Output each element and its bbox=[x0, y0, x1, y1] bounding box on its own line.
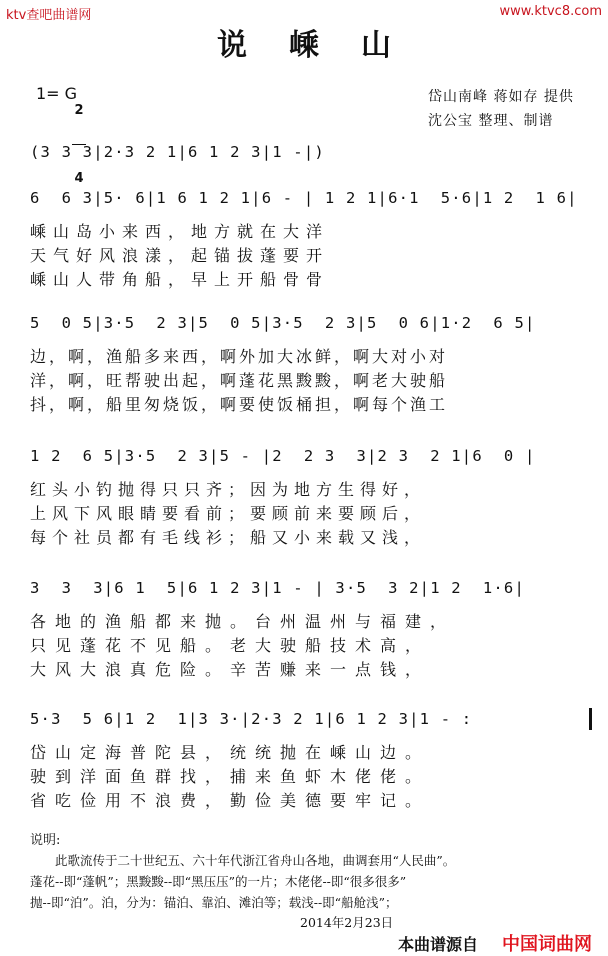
system-4-lyric-verse-3: 大风大浪真危险。辛苦赚来一点钱， bbox=[30, 660, 431, 679]
notes-label: 说明: bbox=[30, 833, 61, 848]
system-5-lyric-verse-2: 驶到洋面鱼群找，捕来鱼虾木佬佬。 bbox=[30, 767, 431, 786]
time-signature-bottom: 4 bbox=[74, 171, 84, 186]
system-2-notation: 5 0 5|3·5 2 3|5 0 5|3·5 2 3|5 0 6|1·2 6 5| bbox=[30, 314, 536, 332]
key-signature: 1= G bbox=[36, 84, 78, 103]
footer-site-logo[interactable]: 中国词曲网 bbox=[502, 934, 592, 955]
time-signature-top: 2 bbox=[74, 103, 84, 118]
date: 2014年2月23日 bbox=[300, 915, 394, 930]
time-signature bbox=[72, 78, 86, 198]
notes-line-3: 抛--即“泊”。泊，分为：锚泊、靠泊、滩泊等；载浅--即“船舱浅”； bbox=[30, 895, 398, 910]
notes-line-2: 蓬花--即“蓬帆”；黑黢黢--即“黑压压”的一片；木佬佬--即“很多很多” bbox=[30, 874, 407, 889]
intro-notation: (3 3 3|2·3 2 1|6 1 2 3|1 -|) bbox=[30, 143, 325, 161]
system-5-lyric-verse-3: 省吃俭用不浪费，勤俭美德要牢记。 bbox=[30, 791, 431, 810]
system-2-lyric-verse-3: 抖，啊，船里匆烧饭，啊要使饭桶担，啊每个渔工 bbox=[30, 395, 449, 414]
system-1-lyric-verse-2: 天气好风浪漾，起锚拔蓬要开 bbox=[30, 246, 330, 265]
watermark-left: ktv查吧曲谱网 bbox=[6, 8, 92, 23]
system-2-lyric-verse-1: 边，啊，渔船多来西，啊外加大冰鲜，啊大对小对 bbox=[30, 347, 449, 366]
system-4-lyric-verse-1: 各地的渔船都来抛。台州温州与福建， bbox=[30, 612, 456, 631]
system-1-lyric-verse-1: 嵊山岛小来西，地方就在大洋 bbox=[30, 222, 330, 241]
system-3-lyric-verse-1: 红头小钓抛得只只齐；因为地方生得好， bbox=[30, 480, 427, 499]
final-barline bbox=[589, 708, 592, 730]
system-3-notation: 1 2 6 5|3·5 2 3|5 - |2 2 3 3|2 3 2 1|6 0 | bbox=[30, 447, 536, 465]
system-1-lyric-verse-3: 嵊山人带角船，早上开船骨骨 bbox=[30, 270, 330, 289]
credit-provider: 岱山南峰 蒋如存 提供 bbox=[428, 89, 574, 105]
notes-line-1: 此歌流传于二十世纪五、六十年代浙江省舟山各地，曲调套用“人民曲”。 bbox=[30, 853, 456, 868]
system-3-lyric-verse-2: 上风下风眼睛要看前；要顾前来要顾后， bbox=[30, 504, 427, 523]
system-3-lyric-verse-3: 每个社员都有毛线衫；船又小来载又浅， bbox=[30, 528, 427, 547]
system-4-lyric-verse-2: 只见蓬花不见船。老大驶船技术高， bbox=[30, 636, 431, 655]
system-2-lyric-verse-2: 洋，啊，旺帮驶出起，啊蓬花黑黢黢，啊老大驶船 bbox=[30, 371, 449, 390]
song-title: 说嵊山 bbox=[217, 28, 433, 63]
watermark-right: www.ktvc8.com bbox=[499, 4, 602, 19]
footer-source-label: 本曲谱源自 bbox=[398, 935, 479, 954]
credit-arranger: 沈公宝 整理、制谱 bbox=[428, 113, 554, 129]
system-1-notation: 6 6 3|5· 6|1 6 1 2 1|6 - | 1 2 1|6·1 5·6|1 2 1 6| bbox=[30, 189, 578, 207]
system-5-notation: 5·3 5 6|1 2 1|3 3·|2·3 2 1|6 1 2 3|1 - : bbox=[30, 710, 473, 728]
system-4-notation: 3 3 3|6 1 5|6 1 2 3|1 - | 3·5 3 2|1 2 1·6| bbox=[30, 579, 525, 597]
system-5-lyric-verse-1: 岱山定海普陀县，统统抛在嵊山边。 bbox=[30, 743, 431, 762]
